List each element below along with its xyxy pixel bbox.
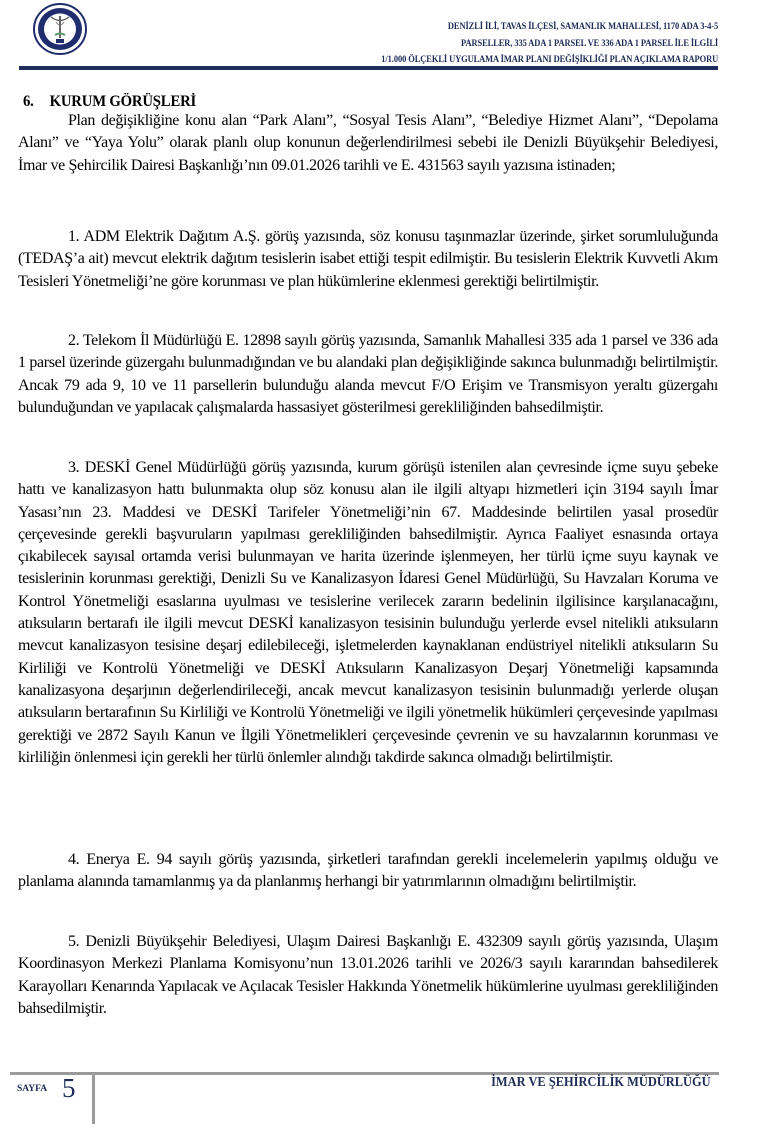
opinion-paragraph-1: 1. ADM Elektrik Dağıtım A.Ş. görüş yazısında, söz konusu taşınmazlar üzerinde, şirket sorumluluğunda (TEDAŞ’a ait) mevcut elektrik dağıtım tesislerin isabet ettiği tespit edilmiştir. Bu tesislerin Elektrik Kuvvetli Akım Tesisleri Yönetmeliği’ne göre korunması ve plan hükümlerine eklenmesi gerektiği belirtilmiştir. <box>18 228 718 290</box>
page-number: 5 <box>62 1073 76 1103</box>
header-line-3: 1/1.000 ÖLÇEKLİ UYGULAMA İMAR PLANI DEĞİŞİKLİĞİ PLAN AÇIKLAMA RAPORU <box>381 54 718 64</box>
header-line-1: DENİZLİ İLİ, TAVAS İLÇESİ, SAMANLIK MAHALLESİ, 1170 ADA 3-4-5 <box>447 21 718 31</box>
footer-department: İMAR VE ŞEHİRCİLİK MÜDÜRLÜĞÜ <box>491 1074 711 1089</box>
opinion-paragraph-3: 3. DESKİ Genel Müdürlüğü görüş yazısında, kurum görüşü istenilen alan çevresinde içme suyu şebeke hattı ve kanalizasyon hattı bulunmakta olup söz konusu alan ile ilgili altyapı hizmetleri için 3194 sayılı İmar Yasası’nın 23. Maddesi ve DESKİ Tarifeler Yönetmeliği’nin 67. Maddesinde belirtilen yasal prosedür çerçevesinde gerekli başvuruların yapılması gerekliliğinden bahsedilmiştir. Ayrıca Faaliyet esnasında ortaya çıkabilecek sayısal ortamda verisi bulunmayan ve harita üzerinde işlenmeyen, her türlü içme suyu kaynak ve tesislerinin korunması gerektiği, Denizli Su ve Kanalizasyon İdaresi Genel Müdürlüğü, Su Havzaları Koruma ve Kontrol Yönetmeliği esaslarına uyulması ve tesislerine verilecek zararın bedelinin ilgilisince karşılanacağını, atıksuların bertarafı ile ilgili mevcut DESKİ kanalizasyon tesisinin bulunduğu yerlerde evsel nitelikli atıksuların mevcut kanalizasyon tesisine deşarj edilebileceği, işletmelerden kaynaklanan endüstriyel nitelikli atıksuların Su Kirliliği ve Kontrolü Yönetmeliği ve DESKİ Atıksuların Kanalizasyon Deşarj Yönetmeliği kapsamında kanalizasyona deşarjının değerlendirileceği, ancak mevcut kanalizasyon tesisinin bulunmadığı yerlerde oluşan atıksuların bertarafının Su Kirliliği ve Kontrolü Yönetmeliği ve ilgili yönetmelik hükümleri çerçevesinde yapılması gerektiği ve 2872 Sayılı Kanun ve İlgili Yönetmelikleri çerçevesinde çevrenin ve su havzalarının korunması ve kirliliğin önlenmesi için gerekli her türlü önlemler alındığı takdirde sakınca olmadığı belirtilmiştir. <box>18 459 718 766</box>
municipality-seal-icon <box>31 2 89 56</box>
section-heading <box>23 93 196 111</box>
opinion-paragraph-5: 5. Denizli Büyükşehir Belediyesi, Ulaşım Dairesi Başkanlığı E. 432309 sayılı görüş yazısında, Ulaşım Koordinasyon Merkezi Planlama Komisyonu’nun 13.01.2026 tarihli ve 2026/3 sayılı kararından bahsedilerek Karayolları Kenarında Yapılacak ve Açılacak Tesisler Hakkında Yönetmelik hükümlerine uyulması gerekliliğinden bahsedilmiştir. <box>18 933 718 1017</box>
section-number: 6. <box>23 93 34 110</box>
section-title: KURUM GÖRÜŞLERİ <box>49 93 197 110</box>
document-header <box>381 18 718 68</box>
intro-paragraph: Plan değişikliğine konu alan “Park Alanı”, “Sosyal Tesis Alanı”, “Belediye Hizmet Alanı”, “Depolama Alanı” ve “Yaya Yolu” olarak planlı olup konunun değerlendirilmesi sebebi ile Denizli Büyükşehir Belediyesi, İmar ve Şehircilik Dairesi Başkanlığı’nın 09.01.2026 tarihli ve E. 431563 sayılı yazısına istinaden; <box>18 112 718 174</box>
opinion-paragraph-2: 2. Telekom İl Müdürlüğü E. 12898 sayılı görüş yazısında, Samanlık Mahallesi 335 ada 1 parsel ve 336 ada 1 parsel üzerinde güzergahı bulunmadığından ve bu alandaki plan değişikliğinde sakınca bulunmadığı belirtilmiştir. Ancak 79 ada 9, 10 ve 11 parsellerin bulunduğu alanda mevcut F/O Erişim ve Transmisyon yeraltı güzergahı bulunduğundan ve yapılacak çalışmalarda hassasiyet gösterilmesi gerekliliğinden bahsedilmiştir. <box>18 332 718 416</box>
opinion-paragraph-4: 4. Enerya E. 94 sayılı görüş yazısında, şirketleri tarafından gerekli incelemelerin yapılmış olduğu ve planlama alanında tamamlanmış ya da planlanmış herhangi bir yatırımlarının olmadığını belirtilmiştir. <box>18 851 718 891</box>
header-divider <box>19 66 718 70</box>
footer-vertical-divider <box>92 1072 95 1124</box>
header-line-2: PARSELLER, 335 ADA 1 PARSEL VE 336 ADA 1 PARSEL İLE İLGİLİ <box>460 37 718 48</box>
page-label: SAYFA <box>17 1084 48 1094</box>
